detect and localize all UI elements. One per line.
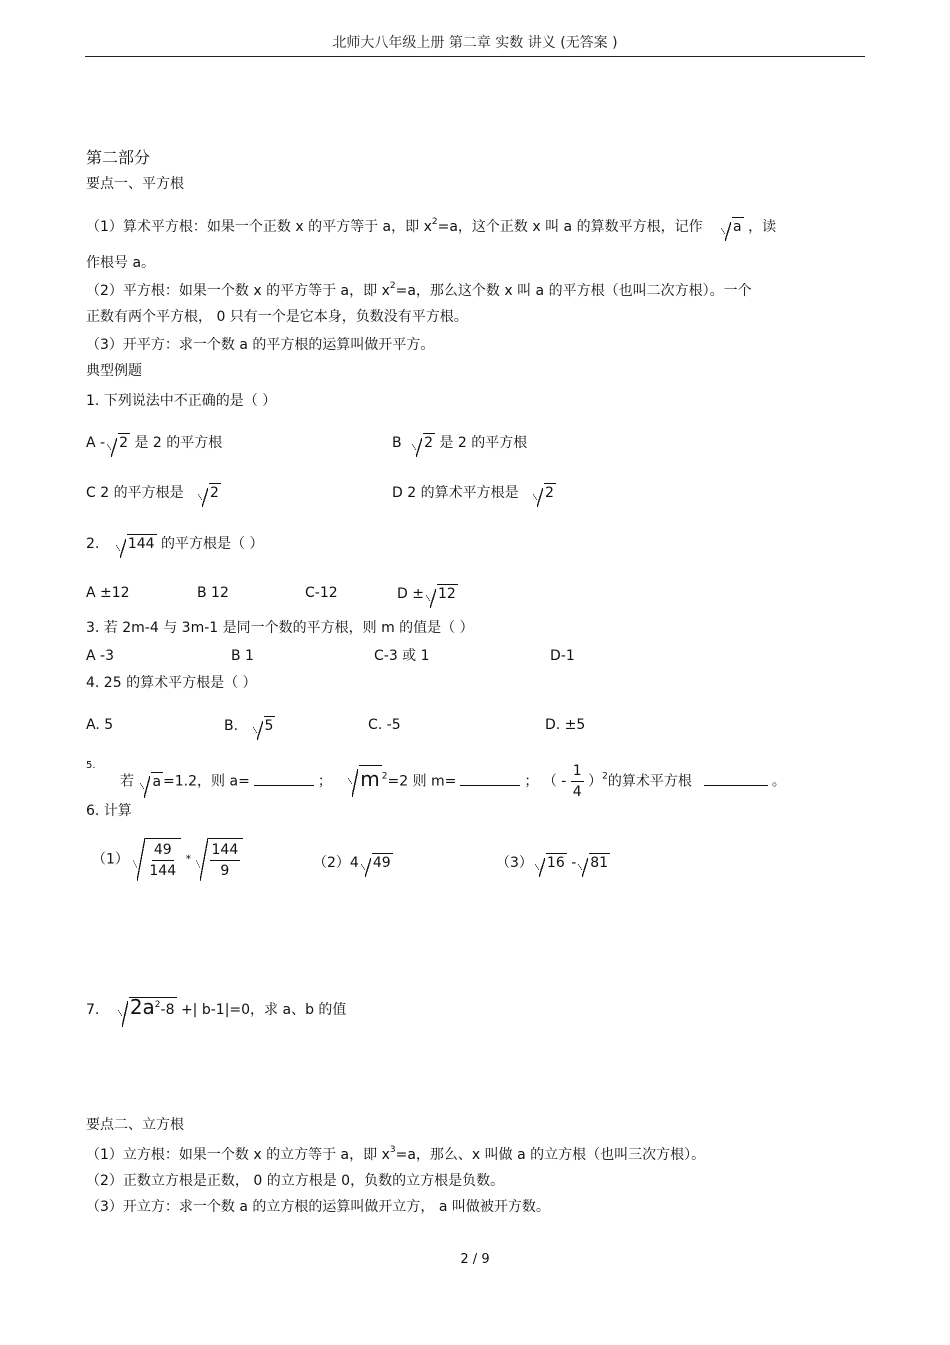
q4-option-b: B. 5 <box>224 718 274 734</box>
q1-stem: 1. 下列说法中不正确的是（ ） <box>86 393 277 409</box>
q2-option-a: A ±12 <box>86 585 130 601</box>
q4-stem: 4. 25 的算术平方根是（ ） <box>86 675 257 691</box>
q1-option-a: A - 2 是 2 的平方根 <box>86 435 223 451</box>
q2-stem: 2. 144 的平方根是（ ） <box>86 536 264 552</box>
sqrt-2a-squared-minus-8: $2a^2-8$ <box>118 997 177 1023</box>
point1-line3: （3）开平方：求一个数 a 的平方根的运算叫做开平方。 <box>86 337 435 353</box>
q2-option-d: D ± 12 <box>397 586 456 602</box>
q4-option-c: C. -5 <box>368 717 401 733</box>
sqrt-49: 49 <box>361 853 393 872</box>
point1-title: 要点一、平方根 <box>86 176 184 192</box>
sqrt-12: 12 <box>426 584 458 603</box>
point1-line1: （1）算术平方根：如果一个正数 x 的平方等于 a，即 $x^2=a$，这个正数 x 叫 a 的算数平方根，记作 a ，读 <box>86 217 777 235</box>
q6-item2: （2）4 49 <box>313 855 391 871</box>
q7-line: 7. $2a^2-8$ +| b-1|=0，求 a、b 的值 <box>86 997 346 1023</box>
point2-line3: （3）开立方：求一个数 a 的立方根的运算叫做开立方， a 叫做被开方数。 <box>86 1199 550 1215</box>
q5-line: 若 a =1.2，则 a= ； m $^2$=2 则 m= ； （ - $\frac{1}{4}$ ）$^2$的算术平方根 。 <box>120 763 786 800</box>
q1-option-b: B 2 是 2 的平方根 <box>392 435 528 451</box>
q1-option-c: C 2 的平方根是 2 <box>86 485 219 501</box>
sqrt-81: 81 <box>578 853 610 872</box>
q6-item1: （1） $\frac{49}{144}$ * $\frac{144}{9}$ <box>92 838 243 881</box>
sqrt-2: 2 <box>533 483 556 502</box>
sqrt-m-squared: m <box>348 765 381 793</box>
q4-option-d: D. ±5 <box>545 717 586 733</box>
q3-option-b: B 1 <box>231 648 254 664</box>
q2-option-b: B 12 <box>197 585 229 601</box>
sqrt-16: 16 <box>535 853 567 872</box>
q6-item3: （3） 16 - 81 <box>496 855 609 871</box>
sqrt-2: 2 <box>412 433 435 452</box>
section-title: 第二部分 <box>86 148 151 167</box>
examples-title: 典型例题 <box>86 363 142 379</box>
sqrt-144: 144 <box>116 534 157 553</box>
point2-line1: （1）立方根：如果一个数 x 的立方等于 a，即 $x^3=a$，那么、x 叫做 a 的立方根（也叫三次方根）。 <box>86 1145 706 1163</box>
q3-option-c: C-3 或 1 <box>374 648 430 664</box>
q3-stem: 3. 若 2m-4 与 3m-1 是同一个数的平方根，则 m 的值是（ ） <box>86 620 474 636</box>
sqrt-fraction-144-9: $\frac{144}{9}$ <box>196 838 244 881</box>
sqrt-2: 2 <box>198 483 221 502</box>
point1-line1-cont: 作根号 a。 <box>86 255 156 271</box>
fraction-one-quarter: $\frac{1}{4}$ <box>572 763 582 800</box>
q1-option-d: D 2 的算术平方根是 2 <box>392 485 554 501</box>
q2-option-c: C-12 <box>305 585 338 601</box>
sqrt-fraction-49-144: $\frac{49}{144}$ <box>133 838 181 881</box>
page-header: 北师大八年级上册 第二章 实数 讲义 (无答案 ) <box>332 35 618 51</box>
point1-line2: （2）平方根：如果一个数 x 的平方等于 a，即 $x^2=a$，那么这个数 x 叫 a 的平方根（也叫二次方根）。一个 <box>86 281 752 299</box>
q5-number: 5. <box>86 760 96 771</box>
q4-option-a: A. 5 <box>86 717 114 733</box>
sqrt-2: 2 <box>107 433 130 452</box>
page-number: 2 / 9 <box>460 1252 490 1267</box>
q3-option-d: D-1 <box>550 648 575 664</box>
sqrt-a: a <box>140 771 163 793</box>
point2-title: 要点二、立方根 <box>86 1117 184 1133</box>
sqrt-5: 5 <box>253 716 276 735</box>
point2-line2: （2）正数立方根是正数， 0 的立方根是 0，负数的立方根是负数。 <box>86 1173 505 1189</box>
sqrt-a: a <box>721 217 744 236</box>
q3-option-a: A -3 <box>86 648 114 664</box>
header-rule <box>85 56 865 57</box>
point1-line2-cont: 正数有两个平方根， 0 只有一个是它本身，负数没有平方根。 <box>86 309 468 325</box>
q6-stem: 6. 计算 <box>86 803 132 819</box>
